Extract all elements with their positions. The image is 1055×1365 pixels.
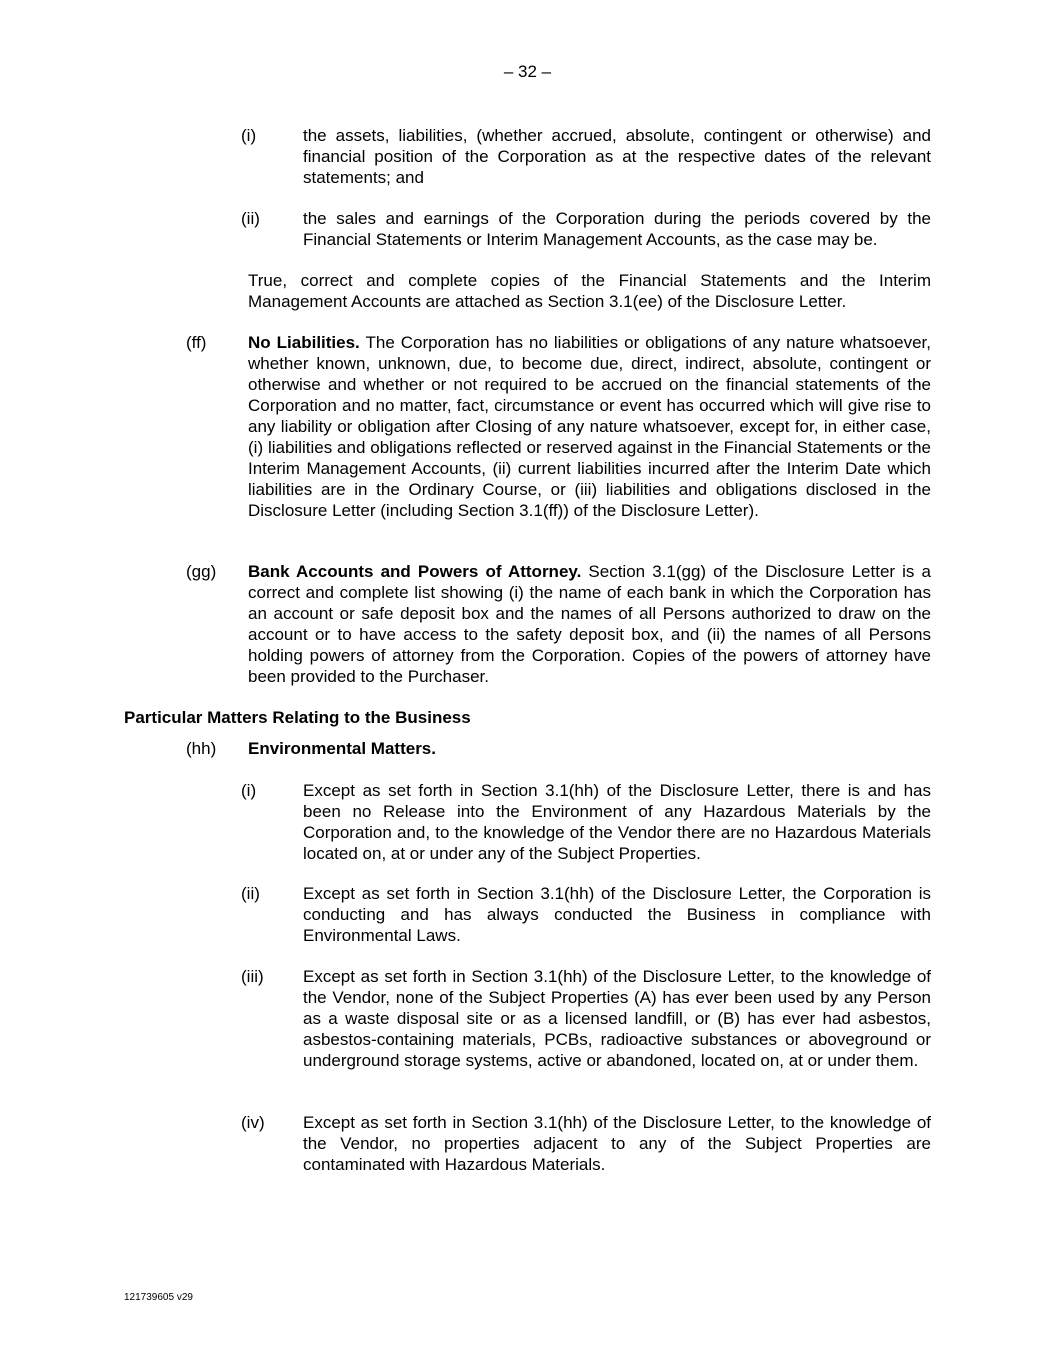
hh-label: (hh) (186, 739, 217, 758)
ee-item-label: (ii) (241, 209, 260, 228)
section-heading: Particular Matters Relating to the Business (124, 708, 471, 727)
hh-item-label: (i) (241, 781, 257, 800)
hh-item-text: Except as set forth in Section 3.1(hh) of the Disclosure Letter, there is and has been no Release into the Environment of any Hazardous Materials by the Corporation and, to the knowledge of the Vendor there are no Hazardous Materials located on, at or under any of the Subject Properties. (303, 781, 931, 863)
hh-item-label: (iv) (241, 1113, 265, 1132)
gg-label: (gg) (186, 562, 217, 581)
ff-paragraph (248, 332, 931, 521)
hh-item-text: Except as set forth in Section 3.1(hh) of the Disclosure Letter, the Corporation is conducting and has always conducted the Business in compliance with Environmental Laws. (303, 884, 931, 945)
page-number: – 32 – (503, 62, 552, 81)
gg-text: Section 3.1(gg) of the Disclosure Letter is a correct and complete list showing (i) the name of each bank in which the Corporation has an account or safe deposit box and the names of all Persons authorized to draw on the account or to have access to the safety deposit box, and (ii) the names of all Persons holding powers of attorney from the Corporation. Copies of the powers of attorney have been provided to the Purchaser. (248, 562, 931, 686)
gg-title: Bank Accounts and Powers of Attorney. (248, 562, 582, 581)
ee-item-text: the assets, liabilities, (whether accrued, absolute, contingent or otherwise) and financial position of the Corporation as at the respective dates of the relevant statements; and (303, 126, 931, 187)
hh-item-label: (iii) (241, 967, 264, 986)
hh-item-text: Except as set forth in Section 3.1(hh) of the Disclosure Letter, to the knowledge of the Vendor, no properties adjacent to any of the Subject Properties are contaminated with Hazardous Materials. (303, 1113, 931, 1174)
ff-label: (ff) (186, 333, 207, 352)
hh-title: Environmental Matters. (248, 739, 436, 758)
gg-paragraph (248, 561, 931, 687)
hh-item-label: (ii) (241, 884, 260, 903)
ee-item-text: the sales and earnings of the Corporation during the periods covered by the Financial Statements or Interim Management Accounts, as the case may be. (303, 209, 931, 249)
document-id-footer: 121739605 v29 (124, 1292, 193, 1303)
ee-closing-paragraph: True, correct and complete copies of the Financial Statements and the Interim Management Accounts are attached as Section 3.1(ee) of the Disclosure Letter. (248, 271, 931, 311)
ee-item-label: (i) (241, 126, 257, 145)
ff-text: The Corporation has no liabilities or obligations of any nature whatsoever, whether known, unknown, due, to become due, direct, indirect, absolute, contingent or otherwise and whether or not required to be accrued on the financial statements of the Corporation and no matter, fact, circumstance or event has occurred which will give rise to any liability or obligation after Closing of any nature whatsoever, except for, in either case, (i) liabilities and obligations reflected or reserved against in the Financial Statements or the Interim Management Accounts, (ii) current liabilities incurred after the Interim Date which liabilities are in the Ordinary Course, or (iii) liabilities and obligations disclosed in the Disclosure Letter (including Section 3.1(ff)) of the Disclosure Letter). (248, 333, 931, 520)
hh-item-text: Except as set forth in Section 3.1(hh) of the Disclosure Letter, to the knowledge of the Vendor, none of the Subject Properties (A) has ever been used by any Person as a waste disposal site or as a licensed landfill, or (B) has ever had asbestos, asbestos-containing materials, PCBs, radioactive substances or aboveground or underground storage systems, active or abandoned, located on, at or under them. (303, 967, 931, 1070)
ff-title: No Liabilities. (248, 333, 360, 352)
